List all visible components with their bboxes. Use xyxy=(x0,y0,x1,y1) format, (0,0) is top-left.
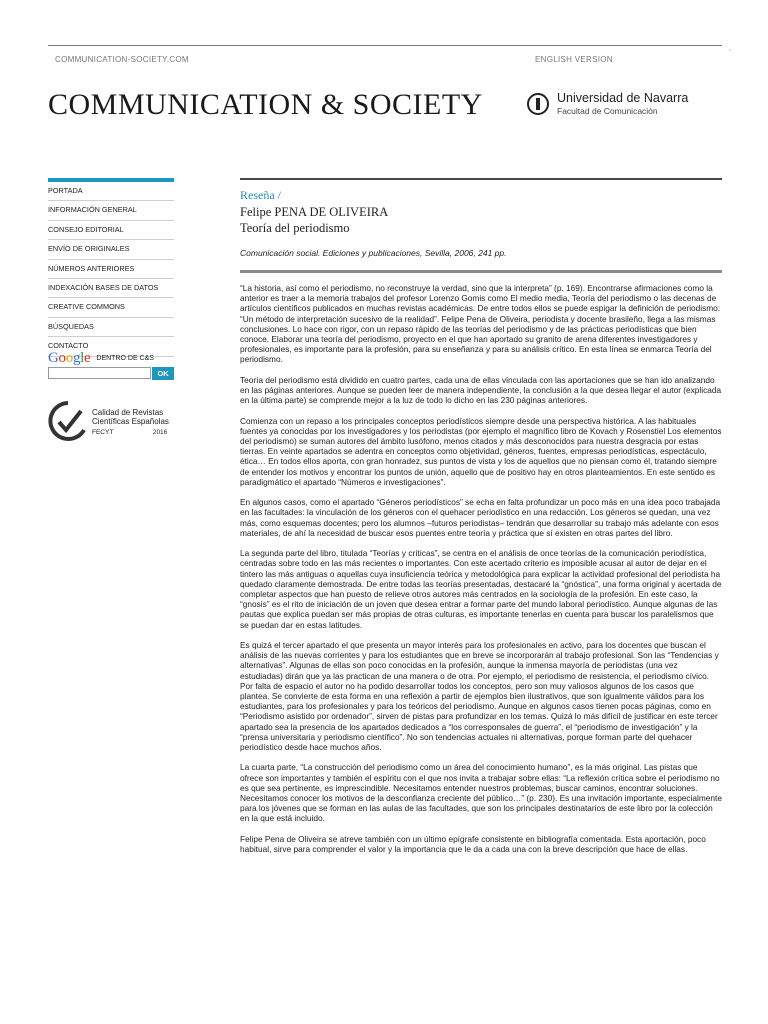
sidebar-item-consejo-editorial[interactable]: CONSEJO EDITORIAL xyxy=(48,221,174,240)
sidebar-item-indexacion[interactable]: INDEXACIÓN BASES DE DATOS xyxy=(48,279,174,298)
sidebar-item-numeros-anteriores[interactable]: NÚMEROS ANTERIORES xyxy=(48,260,174,279)
article-content xyxy=(240,178,722,864)
article-paragraph: Es quizá el tercer apartado el que presenta un mayor interés para los profesionales en activo, para los docentes que buscan el análisis de las nuevas corrientes y para los estudiantes que en breve se incorporarán al trabajo profesional. Son las “Tendencias y alternativas”. Algunas de ellas son poco conocidas en la profesión, aunque la inmensa mayoría de periodistas (una vez estudiadas) dirán que ya las practican de una manera o de otra. Por ejemplo, el periodismo de resistencia, el periodismo cívico. Por falta de espacio el autor no ha podido desarrollar todos los conceptos, pero son muy valiosos algunos de los casos que plantea. Se convierte de esta forma en una reflexión a partir de ejemplos bien ilustrativos, que son igualmente válidos para los estudiantes, para los profesionales y para los teóricos del periodismo. Aunque en algunos casos tienen pocas páginas, como en “Periodismo asistido por ordenador”, sirven de pistas para profundizar en los temas. Quizá lo más difícil de justificar en este tercer apartado sea la presencia de los apartados dedicados a “los corresponsales de guerra”, el “periodismo de investigación” y la “prensa universitaria y periodismo científico”. No son tendencias actuales ni alternativas, porque forman parte del quehacer periodístico desde hace muchos años. xyxy=(240,640,719,753)
search-scope-label: DENTRO DE C&S xyxy=(96,354,154,362)
section-label[interactable]: Reseña / xyxy=(240,188,281,202)
fecyt-seal-icon xyxy=(48,400,88,446)
search-input[interactable] xyxy=(48,367,151,379)
article-paragraph: Felipe Pena de Oliveira se atreve también con un último epígrafe consistente en bibliografía comentada. Esta aportación, poco habitual, sirve para comprender el valor y la importancia que le da a cada una con la breve descripción que hace de ellas. xyxy=(240,833,706,855)
article-paragraph: La cuarta parte, “La construcción del periodismo como un área del conocimiento humano”, es la más original. Las pistas que ofrece son importantes y también el espíritu con el que nos invita a trabajar sobre ellas: “La reflexión crítica sobre el periodismo no es que sea pertinente, es imprescindible. Necesitamos entender nuestros problemas, buscar caminos, encontrar soluciones. Necesitamos conocer los motivos de la desconfianza creciente del público…” (p. 230). Es una invitación importante, especialmente para los jóvenes que se forman en las aulas de las facultades, que son los principales destinatarios de este libro por la colección en la que está incluido. xyxy=(240,762,722,824)
badge-title-line2: Científicas Españolas xyxy=(92,417,169,426)
sidebar-item-envio-originales[interactable]: ENVÍO DE ORIGINALES xyxy=(48,240,174,259)
article-paragraph: Comienza con un repaso a los principales conceptos periodísticos siempre desde una perspectiva histórica. A las habituales fuentes ya conocidas por los investigadores y los periodistas (por ejemplo el magnífico libro de Kovach y Rosenstiel Los elementos del periodismo) se suman autores del ámbito lusófono, menos citados y más desconocidos para nuestra desgracia por estas tierras. En veinte apartados se adentra en conceptos como objetividad, géneros, fuentes, empresas periodísticas, espectáculo, ética… En todos ellos aporta, con gran honradez, sus puntos de vista y los de aquellos que no piensan como él, tratando siempre de entender los motivos y encontrar los puntos de unión, aquello que de positivo hay en otros planteamientos. En este sentido es paradigmático el apartado “Números e investigaciones”. xyxy=(240,415,722,487)
badge-year: 2016 xyxy=(152,429,168,436)
article-body xyxy=(240,283,722,854)
article-paragraph: Teoría del periodismo está dividido en cuatro partes, cada una de ellas vinculada con las aportaciones que se han ido analizando en las páginas anteriores. Aunque se pueden leer de manera independiente, la conclusión a la que desea llegar el autor (explicada en la última parte) se comprende mejor a la luz de todo lo dicho en las 230 páginas anteriores. xyxy=(240,374,722,406)
university-seal-icon xyxy=(527,93,549,115)
faculty-name: Facultad de Comunicación xyxy=(557,105,658,116)
fecyt-quality-badge[interactable] xyxy=(48,400,174,448)
article-author: Felipe PENA DE OLIVEIRA xyxy=(240,205,389,219)
site-home-link[interactable]: COMMUNICATION-SOCIETY.COM xyxy=(55,55,189,64)
site-search xyxy=(48,350,174,380)
sidebar-item-informacion-general[interactable]: INFORMACIÓN GENERAL xyxy=(48,201,174,220)
header-divider xyxy=(48,45,722,46)
article-paragraph: “La historia, así como el periodismo, no reconstruye la verdad, sino que la interpreta” (p. 169). Encontrarse afirmaciones como la anterior es traer a la memoria trabajos del profesor Lorenzo Gomis como El medio media, Teoría del periodismo o las decenas de artículos científicos publicados en muchas revistas académicas. De entre todos ellos se puede espigar la definición de periodismo: “Un método de interpretación sucesivo de la realidad”. Felipe Pena de Oliveira, periodista y docente brasileño, llega a las mismas conclusiones. Lo hace con rigor, con un repaso rápido de las teorías del periodismo y de las prácticas periodísticas que bien conoce. Elaborar una teoría del periodismo, proyecto en el que han aportado su granito de arena diferentes investigadores y profesionales, es importante para la profesión, para su enseñanza y para su análisis crítico. En esta línea se enmarca Teoría del periodismo. xyxy=(240,283,721,365)
university-logo[interactable] xyxy=(527,92,688,115)
publication-info: Comunicación social. Ediciones y publicaciones, Sevilla, 2006, 241 pp. xyxy=(240,248,507,258)
sidebar-nav xyxy=(48,178,174,357)
badge-title-line1: Calidad de Revistas xyxy=(92,408,164,417)
sidebar-item-busquedas[interactable]: BÚSQUEDAS xyxy=(48,318,174,337)
article-paragraph: La segunda parte del libro, titulada “Teorías y críticas”, se centra en el análisis de once teorías de la comunicación periodística, centradas sobre todo en las más recientes o importantes. Con este acertado criterio es imposible acusar al autor de dejar en el tintero las más antiguas o aquellas cuya insuficiencia teórica y metodológica para explicar la actividad profesional del periodista ha quedado claramente demostrada. De entre todas las teorías presentadas, destacaré la “gnóstica”, una forma original y acertada de completar aspectos que han puesto de relieve otros autores más centrados en la sociología de la profesión. En este caso, la “gnosis” es el rito de iniciación de un joven que desea entrar a formar parte del mundo laboral periodístico. Aunque algunas de las pautas que explica puedan ser más propias de otras culturas, es importante tenerlas en cuenta para buscar los paralelismos que se puedan dar en estas latitudes. xyxy=(240,548,722,630)
university-name: Universidad de Navarra xyxy=(557,91,689,105)
sidebar-item-contacto[interactable]: CONTACTO xyxy=(48,337,174,356)
english-version-link[interactable]: ENGLISH VERSION xyxy=(535,55,613,64)
content-top-rule xyxy=(240,178,722,180)
badge-org: FECYT xyxy=(92,429,114,436)
site-brand-title[interactable]: COMMUNICATION & SOCIETY xyxy=(48,88,483,121)
sidebar-item-creative-commons[interactable]: CREATIVE COMMONS xyxy=(48,298,174,317)
sidebar-item-portada[interactable]: PORTADA xyxy=(48,182,174,201)
google-logo-icon: Google xyxy=(48,349,91,366)
book-title: Teoría del periodismo xyxy=(240,221,350,235)
corner-marker: ◦ xyxy=(729,47,732,54)
search-ok-button[interactable]: OK xyxy=(152,367,174,380)
article-paragraph: En algunos casos, como el apartado “Géneros periodísticos” se echa en falta profundizar un poco más en una idea poco trabajada en las facultades: la vinculación de los géneros con el quehacer periodístico en una redacción. Los géneros se quedan, una vez más, como esquemas docentes; pero los alumnos –futuros periodistas– tendrán que desarrollar su trabajo más adelante con esos materiales, de ahí la necesidad de buscar esos puentes entre teoría y práctica que sí existen en otras partes del libro. xyxy=(240,497,721,538)
article-separator xyxy=(240,270,722,273)
